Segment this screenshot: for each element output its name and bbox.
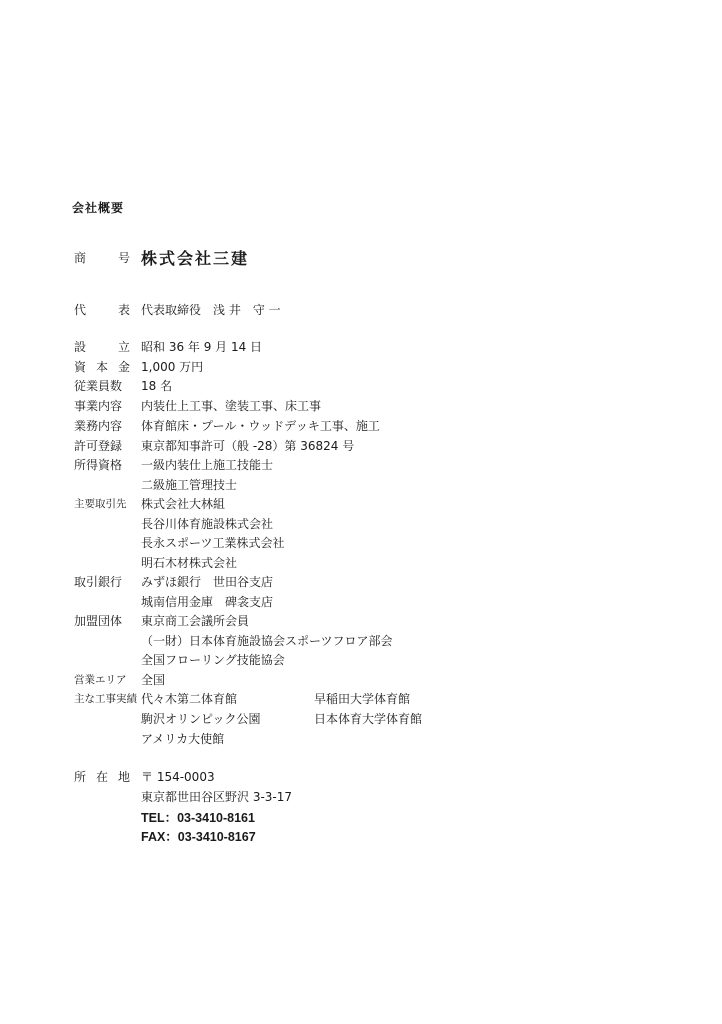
representative-label: 代 表 — [74, 303, 130, 317]
address-label: 所 在 地 — [74, 770, 130, 784]
area-value: 全国 — [141, 673, 166, 687]
area-label: 営業エリア — [74, 674, 127, 686]
banks-label: 取引銀行 — [74, 575, 123, 589]
qualification-item: 二級施工管理技士 — [141, 478, 238, 492]
bank-item: みずほ銀行 世田谷支店 — [141, 575, 274, 589]
company-name: 株式会社三建 — [141, 249, 250, 268]
business-label: 事業内容 — [74, 399, 123, 413]
qualification-item: 一級内装仕上施工技能士 — [141, 458, 274, 472]
employees-value: 18 名 — [141, 379, 173, 393]
license-label: 許可登録 — [74, 439, 123, 453]
bank-item: 城南信用金庫 碑衾支店 — [141, 595, 274, 609]
business-value: 内装仕上工事、塗装工事、床工事 — [141, 399, 322, 413]
work-item: 早稲田大学体育館 — [314, 692, 411, 706]
client-item: 長谷川体育施設株式会社 — [141, 517, 274, 531]
phone-number: TEL：03-3410-8161 — [141, 811, 255, 825]
works-label: 主な工事実績 — [74, 693, 137, 705]
qualifications-label: 所得資格 — [74, 458, 123, 472]
fax-number: FAX：03-3410-8167 — [141, 830, 256, 844]
trade-name-label: 商 号 — [74, 251, 130, 265]
association-item: 全国フローリング技能協会 — [141, 653, 285, 667]
work-item: 駒沢オリンピック公園 — [141, 712, 261, 726]
license-value: 東京都知事許可（般 -28）第 36824 号 — [141, 439, 355, 453]
street-address: 東京都世田谷区野沢 3-3-17 — [141, 790, 293, 804]
clients-label: 主要取引先 — [74, 498, 127, 510]
associations-label: 加盟団体 — [74, 614, 123, 628]
client-item: 長永スポーツ工業株式会社 — [141, 536, 285, 550]
established-value: 昭和 36 年 9 月 14 日 — [141, 340, 263, 354]
operations-value: 体育館床・プール・ウッドデッキ工事、施工 — [141, 419, 380, 433]
client-item: 明石木材株式会社 — [141, 556, 238, 570]
work-item: 日本体育大学体育館 — [314, 712, 423, 726]
section-heading: 会社概要 — [72, 201, 125, 215]
client-item: 株式会社大林組 — [141, 497, 226, 511]
work-item: アメリカ大使館 — [141, 732, 225, 746]
established-label: 設 立 — [74, 340, 130, 354]
employees-label: 従業員数 — [74, 379, 123, 393]
postal-code: 〒 154-0003 — [141, 770, 215, 784]
operations-label: 業務内容 — [74, 419, 123, 433]
work-item: 代々木第二体育館 — [141, 692, 238, 706]
association-item: （一財）日本体育施設協会スポーツフロア部会 — [141, 634, 393, 648]
capital-label: 資 本 金 — [74, 360, 130, 374]
association-item: 東京商工会議所会員 — [141, 614, 250, 628]
capital-value: 1,000 万円 — [141, 360, 204, 374]
representative-value: 代表取締役 浅 井 守 一 — [141, 303, 281, 317]
